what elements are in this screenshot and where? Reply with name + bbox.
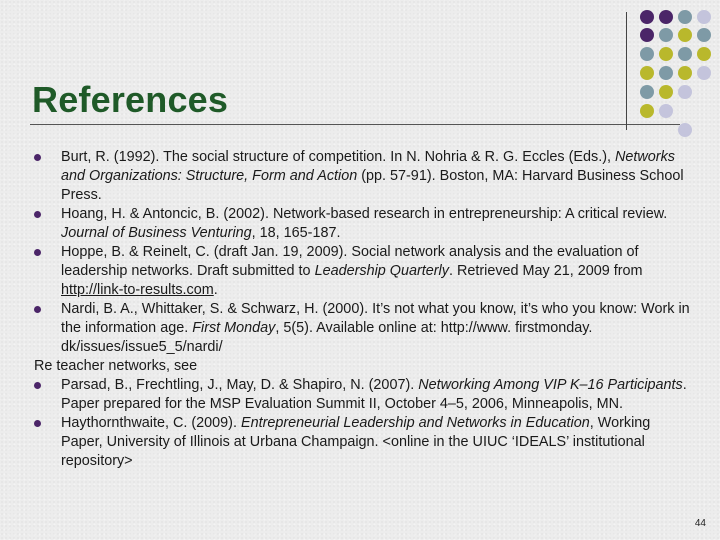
- decor-dot: [697, 10, 711, 24]
- decor-dot: [678, 28, 692, 42]
- bullet-icon: [34, 154, 41, 161]
- reference-italic-title: Leadership Quarterly: [314, 263, 449, 279]
- decor-dot: [678, 10, 692, 24]
- section-note: Re teacher networks, see: [34, 358, 198, 374]
- reference-item: [34, 148, 690, 205]
- reference-item: [34, 205, 690, 243]
- decor-dot: [640, 104, 654, 118]
- reference-item: [34, 243, 690, 300]
- reference-text: Nardi, B. A., Whittaker, S. & Schwarz, H. (2000). It’s not what you know, it’s who you know: Work in the information age.: [61, 301, 690, 336]
- reference-italic-title: Networking Among VIP K–16 Participants: [418, 377, 683, 393]
- decor-dot: [659, 66, 673, 80]
- references-list: [34, 148, 690, 471]
- reference-text: . Retrieved May 21, 2009 from: [448, 263, 643, 279]
- reference-text: , 5(5). Available online at: http://www. firstmonday. dk/issues/issue5_5/nardi/: [61, 320, 593, 355]
- bullet-icon: [34, 306, 41, 313]
- decor-dot: [640, 47, 654, 61]
- reference-item: [34, 414, 690, 471]
- decor-dot: [659, 28, 673, 42]
- reference-item: [34, 300, 690, 357]
- reference-text: Burt, R. (1992). The social structure of competition. In N. Nohria & R. G. Eccles (Eds.),: [61, 149, 615, 165]
- reference-italic-title: First Monday: [192, 320, 276, 336]
- decor-dot: [697, 47, 711, 61]
- decor-dot: [697, 66, 711, 80]
- decor-dot: [659, 104, 673, 118]
- reference-italic-title: Networks and Organizations: Structure, Form and Action: [61, 149, 675, 184]
- decor-dot: [659, 85, 673, 99]
- reference-text: .: [213, 282, 218, 298]
- bullet-icon: [34, 211, 41, 218]
- title-underline: [30, 124, 680, 125]
- decor-dot: [678, 85, 692, 99]
- bullet-icon: [34, 382, 41, 389]
- reference-italic-title: Journal of Business Venturing: [61, 225, 252, 241]
- reference-text: . Paper prepared for the MSP Evaluation Summit II, October 4–5, 2006, Minneapolis, MN.: [61, 377, 687, 412]
- decor-dot: [640, 10, 654, 24]
- slide-title: References: [32, 79, 229, 120]
- reference-text: , Working Paper, University of Illinois at Urbana Champaign. <online in the UIUC ‘IDEALS’ institutional repository>: [61, 415, 651, 469]
- page-number: 44: [694, 518, 706, 529]
- reference-text: (pp. 57-91). Boston, MA: Harvard Business School Press.: [61, 168, 684, 203]
- decor-dot: [678, 66, 692, 80]
- reference-text: Hoppe, B. & Reinelt, C. (draft Jan. 19, 2009). Social network analysis and the evaluation of leadership networks. Draft submitted to: [61, 244, 639, 279]
- reference-italic-title: Entrepreneurial Leadership and Networks in Education: [240, 415, 590, 431]
- reference-link[interactable]: http://link-to-results.com: [61, 282, 214, 298]
- bullet-icon: [34, 249, 41, 256]
- bullet-icon: [34, 420, 41, 427]
- reference-text: Hoang, H. & Antoncic, B. (2002). Network-based research in entrepreneurship: A critical review.: [61, 206, 668, 222]
- reference-text: Haythornthwaite, C. (2009).: [61, 415, 241, 431]
- decor-dot: [640, 28, 654, 42]
- decor-dot: [659, 10, 673, 24]
- reference-item: [34, 376, 690, 414]
- decor-dot: [640, 85, 654, 99]
- reference-text: Parsad, B., Frechtling, J., May, D. & Shapiro, N. (2007).: [61, 377, 419, 393]
- decor-dot: [697, 28, 711, 42]
- decor-dot: [678, 47, 692, 61]
- decor-dot: [678, 123, 692, 137]
- decor-dot: [640, 66, 654, 80]
- reference-text: , 18, 165-187.: [251, 225, 341, 241]
- decorative-dot-grid: [640, 10, 720, 140]
- vertical-divider: [626, 12, 627, 130]
- decor-dot: [659, 47, 673, 61]
